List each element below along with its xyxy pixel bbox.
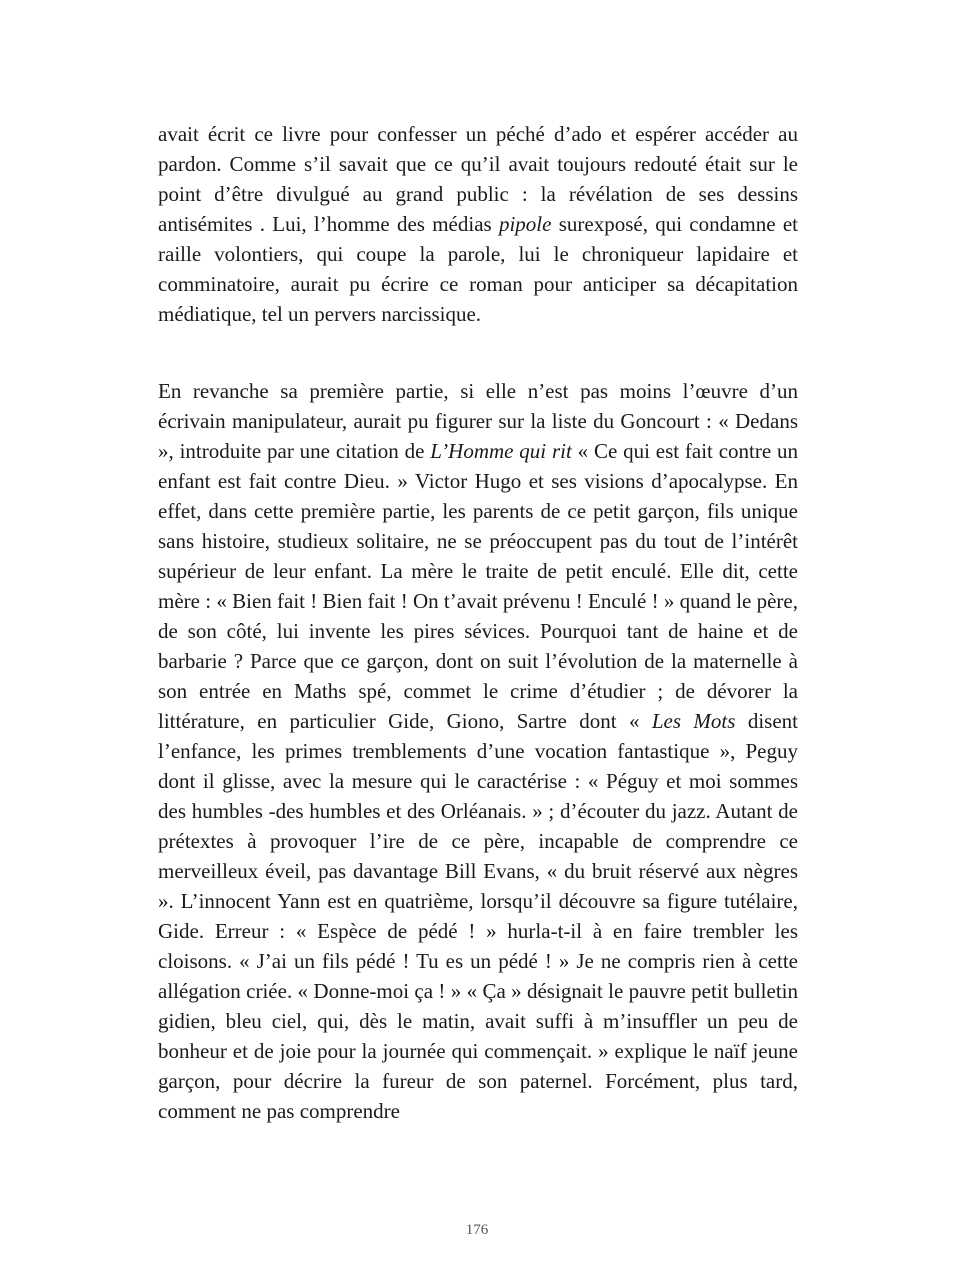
page-number: 176 [465, 1222, 489, 1238]
paragraph-1 [158, 119, 798, 329]
paragraph-2-text-a: En revanche sa première partie, si elle n’est pas moins l’œuvre d’un écrivain manipulateur, aurait pu figurer sur la liste du Goncourt : « Dedans », introduite par une citation de [158, 379, 798, 463]
paragraph-1-text-b: surexposé, qui condamne et raille volontiers, qui coupe la parole, lui le chroniqueur lapidaire et comminatoire, aurait pu écrire ce roman pour anticiper sa décapitation médiatique, tel un pervers narcissique. [158, 212, 798, 326]
paragraph-2-text-c: disent l’enfance, les primes tremblements d’une vocation fantastique », Peguy dont il glisse, avec la mesure qui le caractérise : « Péguy et moi sommes des humbles -des humbles et des Orléanais. » ; d’écouter du jazz. Autant de prétextes à provoquer l’ire de ce père, incapable de comprendre ce merveilleux éveil, pas davantage Bill Evans, « du bruit réservé aux nègres ». L’innocent Yann est en quatrième, lorsqu’il découvre sa figure tutélaire, Gide. Erreur : « Espèce de pédé ! » hurla-t-il à en faire trembler les cloisons. « J’ai un fils pédé ! Tu es un pédé ! » Je ne compris rien à cette allégation criée. « Donne-moi ça ! » « Ça » désignait le pauvre petit bulletin gidien, bleu ciel, qui, dès le matin, avait suffi à m’insuffler un peu de bonheur et de joie pour la journée qui commençait. » explique le naïf jeune garçon, pour décrire la fureur de son paternel. Forcément, plus tard, comment ne pas comprendre [158, 709, 798, 1123]
paragraph-1-text-a: avait écrit ce livre pour confesser un péché d’ado et espérer accéder au pardon. Comme s’il savait que ce qu’il avait toujours redouté était sur le point d’être divulgué au grand public : la révélation de ses dessins antisémites . Lui, l’homme des médias [158, 122, 798, 236]
paragraph-2-text-b: « Ce qui est fait contre un enfant est fait contre Dieu. » Victor Hugo et ses visions d’apocalypse. En effet, dans cette première partie, les parents de ce petit garçon, fils unique sans histoire, studieux solitaire, ne se préoccupent pas du tout de l’intérêt supérieur de leur enfant. La mère le traite de petit enculé. Elle dit, cette mère : « Bien fait ! Bien fait ! On t’avait prévenu ! Enculé ! » quand le père, de son côté, lui invente les pires sévices. Pourquoi tant de haine et de barbarie ? Parce que ce garçon, dont on suit l’évolution de la maternelle à son entrée en Maths spé, commet le crime d’étudier ; de dévorer la littérature, en particulier Gide, Giono, Sartre dont « [158, 439, 798, 733]
italic-term-pipole: pipole [498, 212, 552, 236]
italic-title-lhomme-qui-rit: L’Homme qui rit [430, 439, 572, 463]
italic-title-les-mots: Les Mots [651, 709, 736, 733]
paragraph-2 [158, 376, 798, 1126]
